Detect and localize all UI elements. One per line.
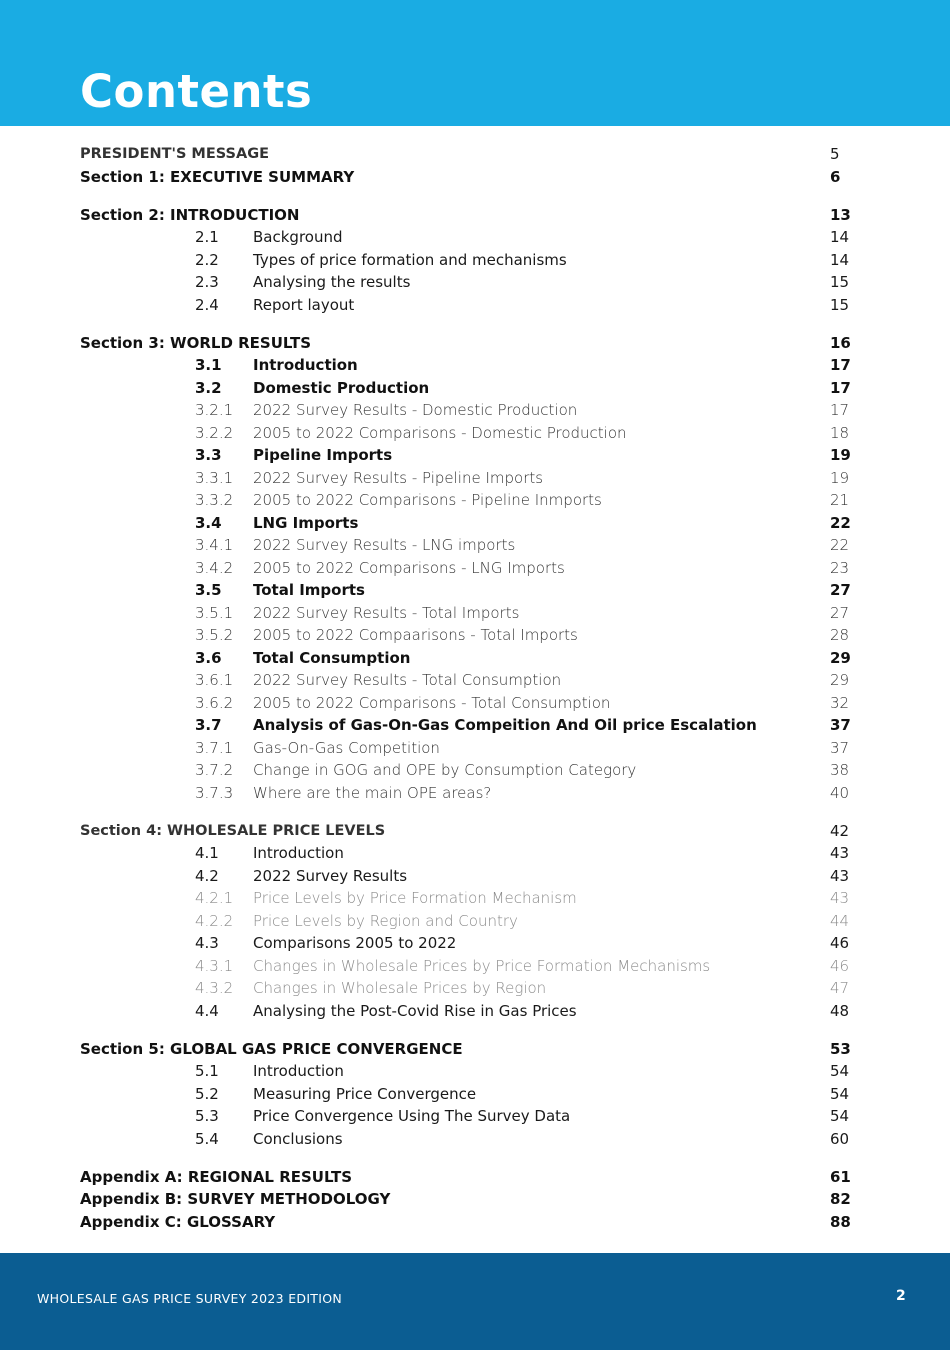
toc-page-number: 27 xyxy=(830,603,850,622)
toc-page-number: 14 xyxy=(830,228,850,246)
toc-entry-number: 5.2 xyxy=(195,1084,219,1103)
toc-page-number: 22 xyxy=(830,513,851,532)
toc-section-entry[interactable] xyxy=(0,1038,950,1061)
toc-entry-title: Changes in Wholesale Prices by Price Formation Mechanisms xyxy=(253,956,711,975)
page-title: Contents xyxy=(80,65,313,118)
toc-entry-number: 4.4 xyxy=(195,1001,219,1020)
toc-entry[interactable] xyxy=(0,377,950,400)
toc-entry-number: 4.3.1 xyxy=(195,956,234,975)
toc-entry[interactable] xyxy=(0,399,950,422)
toc-entry-number: 2.4 xyxy=(195,295,219,314)
toc-entry-title: Types of price formation and mechanisms xyxy=(253,250,567,269)
toc-entry-number: 3.7 xyxy=(195,716,222,734)
toc-entry-title: Introduction xyxy=(253,356,358,374)
toc-section-title: Appendix B: SURVEY METHODOLOGY xyxy=(80,1190,391,1208)
table-of-contents xyxy=(0,143,950,1233)
toc-page-number: 17 xyxy=(830,356,851,374)
toc-page-number: 5 xyxy=(830,145,840,163)
toc-page-number: 43 xyxy=(830,844,850,862)
toc-entry[interactable] xyxy=(0,887,950,910)
toc-page-number: 60 xyxy=(830,1129,850,1148)
toc-entry-title: Introduction xyxy=(253,1062,344,1080)
toc-entry-title: 2022 Survey Results - Pipeline Imports xyxy=(253,468,544,487)
toc-entry-title: Price Convergence Using The Survey Data xyxy=(253,1107,571,1125)
toc-section-title: Appendix C: GLOSSARY xyxy=(80,1212,276,1231)
toc-section-title: Section 1: EXECUTIVE SUMMARY xyxy=(80,167,355,186)
toc-page-number: 88 xyxy=(830,1212,851,1231)
toc-entry-title: Price Levels by Price Formation Mechanism xyxy=(253,889,577,907)
footer-publication-title: WHOLESALE GAS PRICE SURVEY 2023 EDITION xyxy=(37,1291,343,1306)
toc-page-number: 54 xyxy=(830,1062,850,1080)
toc-entry[interactable] xyxy=(0,1000,950,1023)
toc-entry[interactable] xyxy=(0,759,950,782)
toc-entry-number: 3.6.2 xyxy=(195,693,234,712)
toc-entry[interactable] xyxy=(0,932,950,955)
toc-gap xyxy=(0,188,950,204)
toc-entry-number: 2.1 xyxy=(195,228,219,246)
toc-section-entry[interactable] xyxy=(0,1166,950,1189)
toc-entry-number: 4.3.2 xyxy=(195,979,234,997)
footer-banner xyxy=(0,1253,950,1350)
toc-page-number: 37 xyxy=(830,738,850,757)
toc-section-title: Section 4: WHOLESALE PRICE LEVELS xyxy=(80,822,386,839)
toc-page-number: 16 xyxy=(830,333,851,352)
toc-page-number: 37 xyxy=(830,716,851,734)
toc-entry[interactable] xyxy=(0,512,950,535)
toc-entry[interactable] xyxy=(0,1105,950,1128)
toc-entry-title: Total Imports xyxy=(253,581,365,599)
toc-section-title: Appendix A: REGIONAL RESULTS xyxy=(80,1167,353,1186)
toc-entry-title: Where are the main OPE areas? xyxy=(253,783,492,802)
toc-entry[interactable] xyxy=(0,354,950,377)
toc-entry[interactable] xyxy=(0,489,950,512)
toc-entry[interactable] xyxy=(0,1060,950,1083)
toc-section-entry[interactable] xyxy=(0,204,950,227)
toc-entry-number: 3.2.1 xyxy=(195,401,234,419)
toc-page-number: 21 xyxy=(830,491,850,509)
toc-entry-title: Total Consumption xyxy=(253,648,411,667)
toc-entry-title: Report layout xyxy=(253,295,355,314)
toc-entry-title: Changes in Wholesale Prices by Region xyxy=(253,979,547,997)
toc-page-number: 17 xyxy=(830,378,851,397)
toc-entry[interactable] xyxy=(0,624,950,647)
toc-entry-number: 3.7.1 xyxy=(195,738,234,757)
toc-section-title: Section 3: WORLD RESULTS xyxy=(80,333,312,352)
toc-page-number: 29 xyxy=(830,648,851,667)
toc-page-number: 54 xyxy=(830,1084,850,1103)
toc-entry-number: 3.1 xyxy=(195,356,222,374)
toc-entry[interactable] xyxy=(0,692,950,715)
toc-entry-number: 4.3 xyxy=(195,934,219,952)
toc-page-number: 27 xyxy=(830,581,851,599)
toc-entry-title: 2022 Survey Results xyxy=(253,866,408,885)
toc-entry-number: 5.4 xyxy=(195,1129,219,1148)
toc-entry-title: Conclusions xyxy=(253,1129,343,1148)
toc-entry-title: Gas-On-Gas Competition xyxy=(253,738,440,757)
toc-entry-number: 3.2.2 xyxy=(195,423,234,442)
toc-section-entry[interactable] xyxy=(0,166,950,189)
toc-page-number: 53 xyxy=(830,1039,851,1058)
toc-page-number: 61 xyxy=(830,1167,851,1186)
toc-section-title: Section 5: GLOBAL GAS PRICE CONVERGENCE xyxy=(80,1039,463,1058)
toc-page-number: 47 xyxy=(830,979,850,997)
toc-entry-number: 3.6 xyxy=(195,648,222,667)
header-banner xyxy=(0,0,950,126)
toc-page-number: 15 xyxy=(830,295,850,314)
toc-page-number: 48 xyxy=(830,1001,850,1020)
toc-page-number: 17 xyxy=(830,401,850,419)
toc-entry[interactable] xyxy=(0,226,950,249)
toc-page-number: 13 xyxy=(830,205,851,224)
toc-section-entry[interactable] xyxy=(0,820,950,843)
toc-page-number: 54 xyxy=(830,1107,850,1125)
toc-entry-title: LNG Imports xyxy=(253,513,359,532)
toc-page-number: 43 xyxy=(830,889,850,907)
toc-entry-number: 3.4.1 xyxy=(195,536,234,554)
toc-entry[interactable] xyxy=(0,977,950,1000)
toc-entry[interactable] xyxy=(0,579,950,602)
toc-entry[interactable] xyxy=(0,782,950,805)
toc-entry-title: Pipeline Imports xyxy=(253,446,393,464)
toc-page-number: 19 xyxy=(830,468,850,487)
toc-entry[interactable] xyxy=(0,467,950,490)
toc-entry-number: 5.3 xyxy=(195,1107,219,1125)
toc-section-entry[interactable] xyxy=(0,1211,950,1234)
toc-gap xyxy=(0,804,950,820)
toc-entry[interactable] xyxy=(0,647,950,670)
toc-page-number: 23 xyxy=(830,558,850,577)
toc-entry-number: 2.2 xyxy=(195,250,219,269)
toc-entry[interactable] xyxy=(0,955,950,978)
toc-entry-title: Price Levels by Region and Country xyxy=(253,911,518,930)
toc-entry-number: 3.5.2 xyxy=(195,626,234,644)
toc-entry-title: 2022 Survey Results - Total Consumption xyxy=(253,671,562,689)
toc-page-number: 82 xyxy=(830,1190,851,1208)
toc-section-title: Section 2: INTRODUCTION xyxy=(80,205,300,224)
toc-page-number: 46 xyxy=(830,956,850,975)
toc-entry-number: 3.7.3 xyxy=(195,783,234,802)
toc-entry[interactable] xyxy=(0,602,950,625)
toc-entry[interactable] xyxy=(0,865,950,888)
toc-entry[interactable] xyxy=(0,910,950,933)
toc-entry-title: Change in GOG and OPE by Consumption Category xyxy=(253,761,637,779)
toc-page-number: 19 xyxy=(830,446,851,464)
toc-page-number: 22 xyxy=(830,536,850,554)
toc-entry-title: Introduction xyxy=(253,844,344,862)
toc-page-number: 38 xyxy=(830,761,850,779)
toc-entry-title: Analysing the Post-Covid Rise in Gas Prices xyxy=(253,1001,577,1020)
toc-page-number: 6 xyxy=(830,167,841,186)
toc-entry-number: 5.1 xyxy=(195,1062,219,1080)
toc-entry[interactable] xyxy=(0,842,950,865)
toc-entry[interactable] xyxy=(0,271,950,294)
toc-entry[interactable] xyxy=(0,737,950,760)
toc-entry-number: 2.3 xyxy=(195,273,219,291)
toc-entry-title: 2022 Survey Results - Domestic Production xyxy=(253,401,578,419)
toc-entry[interactable] xyxy=(0,557,950,580)
toc-page-number: 14 xyxy=(830,250,850,269)
toc-entry[interactable] xyxy=(0,669,950,692)
toc-entry[interactable] xyxy=(0,249,950,272)
toc-entry-title: Domestic Production xyxy=(253,378,430,397)
toc-entry[interactable] xyxy=(0,1083,950,1106)
toc-gap xyxy=(0,1150,950,1166)
toc-entry-number: 3.7.2 xyxy=(195,761,234,779)
toc-entry[interactable] xyxy=(0,422,950,445)
toc-entry-title: Analysing the results xyxy=(253,273,411,291)
toc-page-number: 32 xyxy=(830,693,850,712)
toc-entry-title: 2005 to 2022 Comparisons - LNG Imports xyxy=(253,558,565,577)
toc-entry-title: Analysis of Gas-On-Gas Compeition And Oil price Escalation xyxy=(253,716,757,734)
toc-entry-number: 4.1 xyxy=(195,844,219,862)
toc-page-number: 18 xyxy=(830,423,850,442)
toc-gap xyxy=(0,1022,950,1038)
toc-page-number: 46 xyxy=(830,934,850,952)
toc-entry-number: 3.5 xyxy=(195,581,222,599)
toc-section-entry[interactable] xyxy=(0,332,950,355)
footer-page-number: 2 xyxy=(896,1288,906,1304)
toc-entry-number: 3.4.2 xyxy=(195,558,234,577)
toc-entry[interactable] xyxy=(0,294,950,317)
toc-page-number: 40 xyxy=(830,783,850,802)
toc-page-number: 44 xyxy=(830,911,850,930)
toc-entry-number: 4.2 xyxy=(195,866,219,885)
toc-section-title: PRESIDENT'S MESSAGE xyxy=(80,146,270,162)
toc-page-number: 29 xyxy=(830,671,850,689)
toc-entry[interactable] xyxy=(0,444,950,467)
toc-page-number: 42 xyxy=(830,821,850,840)
toc-gap xyxy=(0,316,950,332)
toc-entry[interactable] xyxy=(0,1128,950,1151)
toc-entry-number: 3.3 xyxy=(195,446,222,464)
toc-entry[interactable] xyxy=(0,534,950,557)
toc-entry[interactable] xyxy=(0,714,950,737)
toc-entry-title: Measuring Price Convergence xyxy=(253,1084,477,1103)
toc-entry-title: 2005 to 2022 Comparisons - Total Consumption xyxy=(253,693,611,712)
toc-entry-title: 2005 to 2022 Compaarisons - Total Imports xyxy=(253,626,578,644)
toc-entry-number: 4.2.1 xyxy=(195,889,234,907)
toc-section-entry[interactable] xyxy=(0,1188,950,1211)
toc-entry-number: 3.2 xyxy=(195,378,222,397)
toc-entry-number: 3.4 xyxy=(195,513,222,532)
toc-page-number: 28 xyxy=(830,626,850,644)
toc-entry-title: Background xyxy=(253,228,343,246)
toc-entry-title: 2022 Survey Results - LNG imports xyxy=(253,536,516,554)
toc-section-entry[interactable] xyxy=(0,143,950,166)
toc-entry-title: 2005 to 2022 Comparisons - Pipeline Inmports xyxy=(253,491,602,509)
toc-entry-number: 3.3.2 xyxy=(195,491,234,509)
toc-entry-number: 3.3.1 xyxy=(195,468,234,487)
toc-page-number: 15 xyxy=(830,273,850,291)
toc-page-number: 43 xyxy=(830,866,850,885)
toc-entry-number: 3.5.1 xyxy=(195,603,234,622)
toc-entry-number: 3.6.1 xyxy=(195,671,234,689)
toc-entry-title: 2005 to 2022 Comparisons - Domestic Production xyxy=(253,423,627,442)
toc-entry-number: 4.2.2 xyxy=(195,911,234,930)
toc-entry-title: 2022 Survey Results - Total Imports xyxy=(253,603,520,622)
toc-entry-title: Comparisons 2005 to 2022 xyxy=(253,934,457,952)
